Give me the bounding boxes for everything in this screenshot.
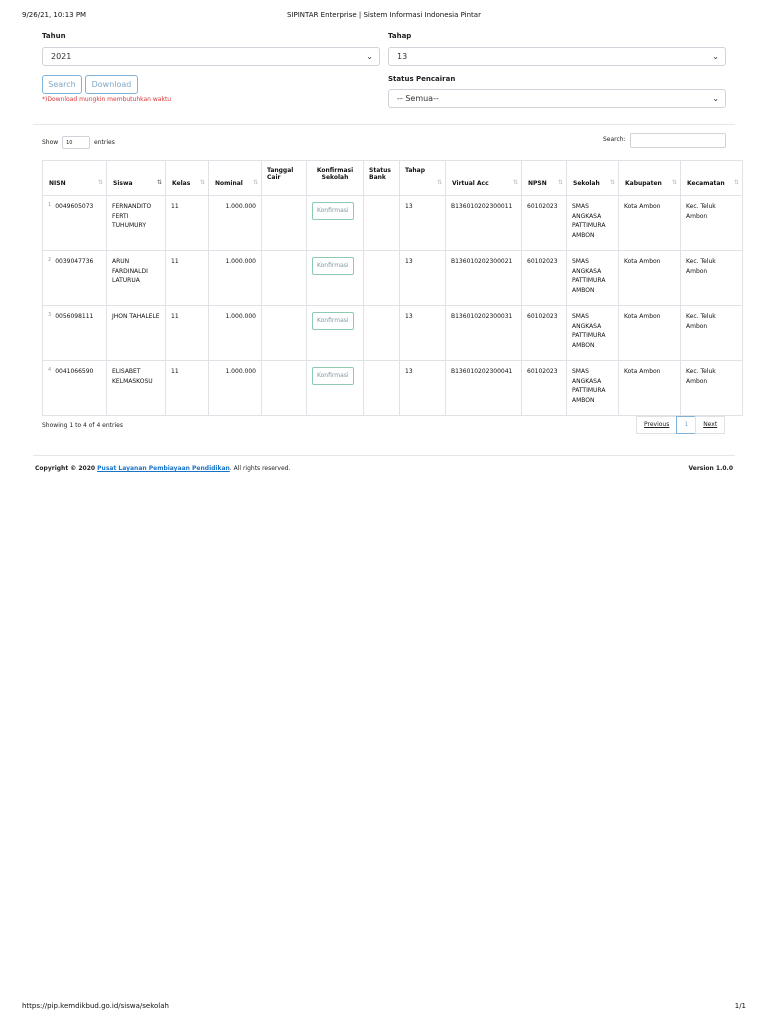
cell-virtual-acc: B136010202300021: [446, 251, 522, 306]
cell-nominal: 1.000.000: [209, 306, 262, 361]
cell-virtual-acc: B136010202300041: [446, 361, 522, 416]
students-table: [42, 160, 743, 416]
sort-icon: ⇅: [199, 179, 205, 186]
tahun-label: Tahun: [42, 32, 66, 40]
table-search-label: Search:: [603, 136, 626, 143]
column-header-label: Tanggal Cair: [267, 167, 294, 181]
cell-siswa: FERNANDITO FERTI TUHUMURY: [107, 196, 166, 251]
print-datetime: 9/26/21, 10:13 PM: [22, 11, 87, 19]
print-footer: [22, 1002, 746, 1012]
copyright-prefix: Copyright © 2020: [35, 465, 98, 472]
sort-icon: ⇅: [733, 179, 739, 186]
cell-kabupaten: Kota Ambon: [619, 251, 681, 306]
column-header-label: Sekolah: [573, 180, 600, 187]
previous-page-button[interactable]: Previous: [636, 416, 677, 434]
pagination: [637, 416, 725, 434]
download-button[interactable]: Download: [85, 75, 138, 94]
column-header-label: Virtual Acc: [452, 180, 489, 187]
table-row: [43, 196, 743, 251]
status-pencairan-select[interactable]: [388, 89, 726, 108]
cell-kelas: 11: [166, 361, 209, 416]
cell-kelas: 11: [166, 306, 209, 361]
entries-label: entries: [94, 139, 115, 146]
cell-kabupaten: Kota Ambon: [619, 306, 681, 361]
column-header-label: Kabupaten: [625, 180, 662, 187]
cell-sekolah: SMAS ANGKASA PATTIMURA AMBON: [567, 361, 619, 416]
column-header-label: Siswa: [113, 180, 133, 187]
cell-kelas: 11: [166, 251, 209, 306]
cell-konfirmasi: [307, 306, 364, 361]
cell-siswa: ELISABET KELMASKOSU: [107, 361, 166, 416]
page-length-select[interactable]: 10: [62, 136, 90, 149]
cell-tahap: 13: [400, 196, 446, 251]
cell-kabupaten: Kota Ambon: [619, 361, 681, 416]
nisn-value: 0041066590: [55, 368, 94, 375]
cell-tahap: 13: [400, 361, 446, 416]
cell-tanggal-cair: [262, 251, 307, 306]
table-info: Showing 1 to 4 of 4 entries: [42, 422, 123, 429]
table-row: [43, 251, 743, 306]
cell-virtual-acc: B136010202300031: [446, 306, 522, 361]
column-header-label: Kelas: [172, 180, 191, 187]
cell-npsn: 60102023: [522, 196, 567, 251]
nisn-value: 0049605073: [55, 203, 94, 210]
row-number: 1: [48, 202, 52, 208]
cell-tahap: 13: [400, 251, 446, 306]
column-header-siswa[interactable]: [107, 161, 166, 196]
nisn-value: 0056098111: [55, 313, 94, 320]
konfirmasi-button[interactable]: Konfirmasi: [312, 367, 354, 385]
copyright: [35, 465, 290, 472]
cell-status-bank: [364, 306, 400, 361]
version-label: Version 1.0.0: [688, 465, 733, 472]
row-number: 4: [48, 367, 52, 373]
column-header-nominal[interactable]: [209, 161, 262, 196]
cell-npsn: 60102023: [522, 361, 567, 416]
chevron-down-icon: ⌄: [366, 52, 373, 61]
cell-nisn: [43, 361, 107, 416]
sort-icon: ⇅: [609, 179, 615, 186]
column-header-kabupaten[interactable]: [619, 161, 681, 196]
tahap-select-value: 13: [397, 52, 408, 61]
sort-icon: ⇅: [512, 179, 518, 186]
cell-status-bank: [364, 251, 400, 306]
chevron-down-icon: ⌄: [712, 52, 719, 61]
cell-siswa: JHON TAHALELE: [107, 306, 166, 361]
row-number: 2: [48, 257, 52, 263]
table-header-row: [43, 161, 743, 196]
download-note: *)Download mungkin membutuhkan waktu: [42, 96, 172, 103]
column-header-label: NISN: [49, 180, 66, 187]
tahun-select-value: 2021: [51, 52, 72, 61]
table-row: [43, 306, 743, 361]
table-row: [43, 361, 743, 416]
table-search-control: [603, 136, 626, 143]
column-header-virtual-acc[interactable]: [446, 161, 522, 196]
sort-icon: ⇅: [252, 179, 258, 186]
table-search-input[interactable]: [630, 133, 726, 148]
column-header-label: Konfirmasi Sekolah: [316, 167, 354, 181]
nisn-value: 0039047736: [55, 258, 94, 265]
cell-tahap: 13: [400, 306, 446, 361]
cell-npsn: 60102023: [522, 251, 567, 306]
status-pencairan-label: Status Pencairan: [388, 75, 456, 83]
cell-nisn: [43, 306, 107, 361]
cell-tanggal-cair: [262, 196, 307, 251]
cell-sekolah: SMAS ANGKASA PATTIMURA AMBON: [567, 196, 619, 251]
column-header-tahap[interactable]: [400, 161, 446, 196]
cell-sekolah: SMAS ANGKASA PATTIMURA AMBON: [567, 306, 619, 361]
cell-kelas: 11: [166, 196, 209, 251]
column-header-konfirmasi-sekolah: [307, 161, 364, 196]
sort-icon: ⇅: [671, 179, 677, 186]
tahun-select[interactable]: [42, 47, 380, 66]
cell-status-bank: [364, 361, 400, 416]
print-url: https://pip.kemdikbud.go.id/siswa/sekolah: [22, 1002, 169, 1010]
status-pencairan-select-value: -- Semua--: [397, 94, 439, 103]
section-divider: [33, 124, 735, 125]
print-header: [22, 11, 746, 21]
cell-kecamatan: Kec. Teluk Ambon: [681, 196, 743, 251]
cell-nisn: [43, 196, 107, 251]
column-header-npsn[interactable]: [522, 161, 567, 196]
print-page-number: 1/1: [734, 1002, 746, 1010]
show-label: Show: [42, 139, 59, 146]
row-number: 3: [48, 312, 52, 318]
column-header-kelas[interactable]: [166, 161, 209, 196]
search-button[interactable]: Search: [42, 75, 82, 94]
plpp-link[interactable]: Pusat Layanan Pembiayaan Pendidikan: [97, 465, 230, 472]
column-header-label: Status Bank: [369, 167, 391, 181]
column-header-tanggal-cair: [262, 161, 307, 196]
cell-konfirmasi: [307, 196, 364, 251]
column-header-label: Kecamatan: [687, 180, 725, 187]
page-length-control: [42, 136, 115, 149]
cell-virtual-acc: B136010202300011: [446, 196, 522, 251]
footer-divider: [33, 455, 735, 456]
cell-kecamatan: Kec. Teluk Ambon: [681, 361, 743, 416]
konfirmasi-button[interactable]: Konfirmasi: [312, 202, 354, 220]
sort-icon: ⇅: [557, 179, 563, 186]
column-header-sekolah[interactable]: [567, 161, 619, 196]
column-header-label: Nominal: [215, 180, 243, 187]
column-header-status-bank: [364, 161, 400, 196]
column-header-label: NPSN: [528, 180, 547, 187]
column-header-kecamatan[interactable]: [681, 161, 743, 196]
cell-status-bank: [364, 196, 400, 251]
next-page-button[interactable]: Next: [695, 416, 725, 434]
chevron-down-icon: ⌄: [712, 94, 719, 103]
page-1-button[interactable]: 1: [676, 416, 696, 434]
sort-icon: ⇅: [97, 179, 103, 186]
cell-kecamatan: Kec. Teluk Ambon: [681, 306, 743, 361]
konfirmasi-button[interactable]: Konfirmasi: [312, 257, 354, 275]
cell-nominal: 1.000.000: [209, 361, 262, 416]
cell-konfirmasi: [307, 361, 364, 416]
cell-konfirmasi: [307, 251, 364, 306]
tahap-select[interactable]: [388, 47, 726, 66]
tahap-label: Tahap: [388, 32, 412, 40]
column-header-label: Tahap: [405, 167, 425, 174]
print-page-title: SIPINTAR Enterprise | Sistem Informasi Indonesia Pintar: [287, 11, 481, 19]
cell-tanggal-cair: [262, 361, 307, 416]
copyright-suffix: . All rights reserved.: [229, 465, 291, 472]
cell-tanggal-cair: [262, 306, 307, 361]
sort-icon: ⇅: [436, 179, 442, 186]
cell-sekolah: SMAS ANGKASA PATTIMURA AMBON: [567, 251, 619, 306]
cell-siswa: ARUN FARDINALDI LATURUA: [107, 251, 166, 306]
cell-nisn: [43, 251, 107, 306]
column-header-nisn[interactable]: [43, 161, 107, 196]
cell-kecamatan: Kec. Teluk Ambon: [681, 251, 743, 306]
sort-ascending-icon: ⇅: [156, 179, 162, 186]
cell-nominal: 1.000.000: [209, 251, 262, 306]
konfirmasi-button[interactable]: Konfirmasi: [312, 312, 354, 330]
cell-npsn: 60102023: [522, 306, 567, 361]
cell-nominal: 1.000.000: [209, 196, 262, 251]
cell-kabupaten: Kota Ambon: [619, 196, 681, 251]
